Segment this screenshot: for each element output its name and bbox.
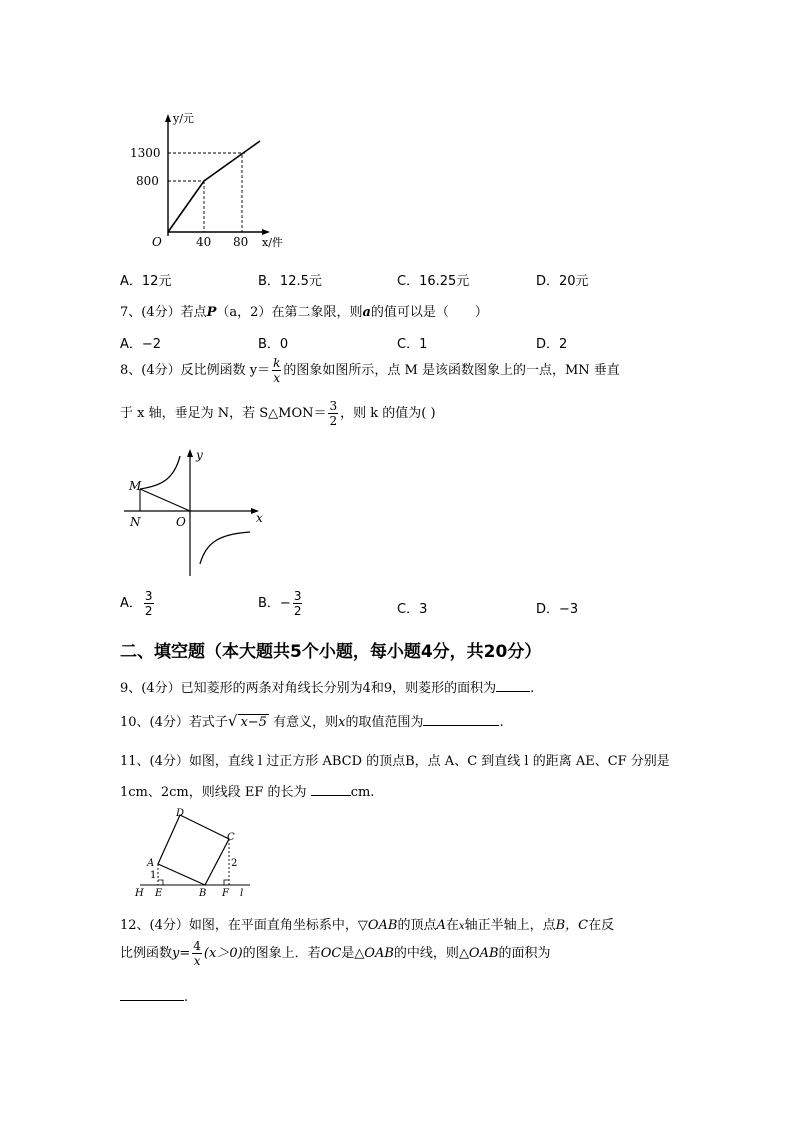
svg-text:C: C bbox=[227, 832, 235, 843]
q9-answer-blank[interactable] bbox=[496, 679, 530, 692]
svg-text:N: N bbox=[130, 515, 141, 529]
q10-stem: 10、(4分）若式子√ x−5 有意义，则x的取值范围为 . bbox=[120, 712, 504, 730]
q11-square-figure bbox=[130, 806, 260, 898]
q6-xtick-40: 40 bbox=[196, 235, 212, 249]
svg-text:1: 1 bbox=[150, 870, 157, 881]
svg-text:l: l bbox=[240, 888, 244, 898]
q6-option-c[interactable]: C．16.25元 bbox=[397, 274, 470, 289]
q8-branch-left bbox=[140, 456, 180, 489]
q11-stem-line2: 1cm、2cm，则线段 EF 的长为 cm. bbox=[120, 785, 375, 800]
section-heading: 二、填空题（本大题共5个小题，每小题4分，共20分） bbox=[120, 642, 542, 662]
q6-origin: O bbox=[152, 235, 162, 249]
svg-text:H: H bbox=[135, 888, 144, 898]
q8-stem-line1: 8、(4分）反比例函数 y＝ $\frac{k}{x}$ 的图象如图所示，点 M 是该函数图象上的一点，MN 垂直 bbox=[120, 356, 620, 385]
q12-stem-line3: . bbox=[120, 988, 188, 1005]
q8-stem-line2: 于 x 轴，垂足为 N，若 S△MON＝ $\frac{3}{2}$ ，则 k 的值为( ) bbox=[120, 399, 436, 428]
q8-option-a[interactable]: A． $\frac{3}{2}$ bbox=[120, 589, 153, 618]
q6-y-label: y/元 bbox=[173, 112, 194, 125]
q12-answer-blank[interactable] bbox=[120, 988, 184, 1001]
svg-text:O: O bbox=[176, 515, 186, 529]
svg-text:M: M bbox=[129, 479, 142, 493]
q7-option-c[interactable]: C．1 bbox=[397, 337, 428, 352]
q7-stem: 7、(4分）若点P（a，2）在第二象限，则a的值可以是（ ） bbox=[120, 305, 488, 320]
q9-stem: 9、(4分）已知菱形的两条对角线长分别为4和9，则菱形的面积为 . bbox=[120, 681, 535, 696]
q8-option-d[interactable]: D．−3 bbox=[536, 602, 579, 617]
svg-text:F: F bbox=[222, 888, 229, 898]
svg-text:E: E bbox=[155, 888, 163, 898]
q7-option-b[interactable]: B．0 bbox=[258, 337, 289, 352]
q8-fraction-3-over-2: $\frac{3}{2}$ bbox=[329, 399, 338, 428]
q6-option-b[interactable]: B．12.5元 bbox=[258, 274, 322, 289]
svg-text:D: D bbox=[176, 808, 185, 819]
q7-option-d[interactable]: D．2 bbox=[536, 337, 568, 352]
q11-square bbox=[158, 815, 229, 885]
q12-stem-line2: 比例函数y= $\frac{4}{x}$ (x＞0)的图象上．若OC是△OAB的中线，则△OAB的面积为 bbox=[120, 939, 551, 968]
svg-text:2: 2 bbox=[231, 858, 238, 869]
q6-option-d[interactable]: D．20元 bbox=[536, 274, 589, 289]
q6-price-graph bbox=[120, 108, 300, 258]
q8-option-c[interactable]: C．3 bbox=[397, 602, 428, 617]
q6-option-a[interactable]: A．12元 bbox=[120, 274, 172, 289]
q11-stem-line1: 11、(4分）如图，直线 l 过正方形 ABCD 的顶点B，点 A、C 到直线 l 的距离 AE、CF 分别是 bbox=[120, 754, 670, 769]
q6-xtick-80: 80 bbox=[233, 235, 249, 249]
q8-branch-right bbox=[200, 532, 250, 564]
q8-hyperbola-graph bbox=[120, 446, 270, 581]
q11-answer-blank[interactable] bbox=[311, 783, 351, 796]
q12-fraction-4-over-x: $\frac{4}{x}$ bbox=[193, 939, 201, 968]
q6-ytick-1300: 1300 bbox=[130, 146, 161, 160]
svg-text:x: x bbox=[256, 511, 263, 525]
q8-option-b[interactable]: B．− $\frac{3}{2}$ bbox=[258, 589, 302, 618]
q12-stem-line1: 12、(4分）如图，在平面直角坐标系中，▽OAB的顶点A在x轴正半轴上，点B，C在反 bbox=[120, 918, 615, 933]
q8-fraction-k-over-x: $\frac{k}{x}$ bbox=[273, 356, 281, 385]
q10-answer-blank[interactable] bbox=[423, 713, 499, 726]
q6-ytick-800: 800 bbox=[136, 174, 159, 188]
q7-option-a[interactable]: A．−2 bbox=[120, 337, 162, 352]
q6-x-label: x/件 bbox=[262, 236, 283, 249]
svg-text:B: B bbox=[199, 888, 207, 898]
svg-text:A: A bbox=[147, 858, 155, 869]
svg-text:y: y bbox=[196, 448, 203, 462]
q6-polyline bbox=[168, 141, 260, 232]
